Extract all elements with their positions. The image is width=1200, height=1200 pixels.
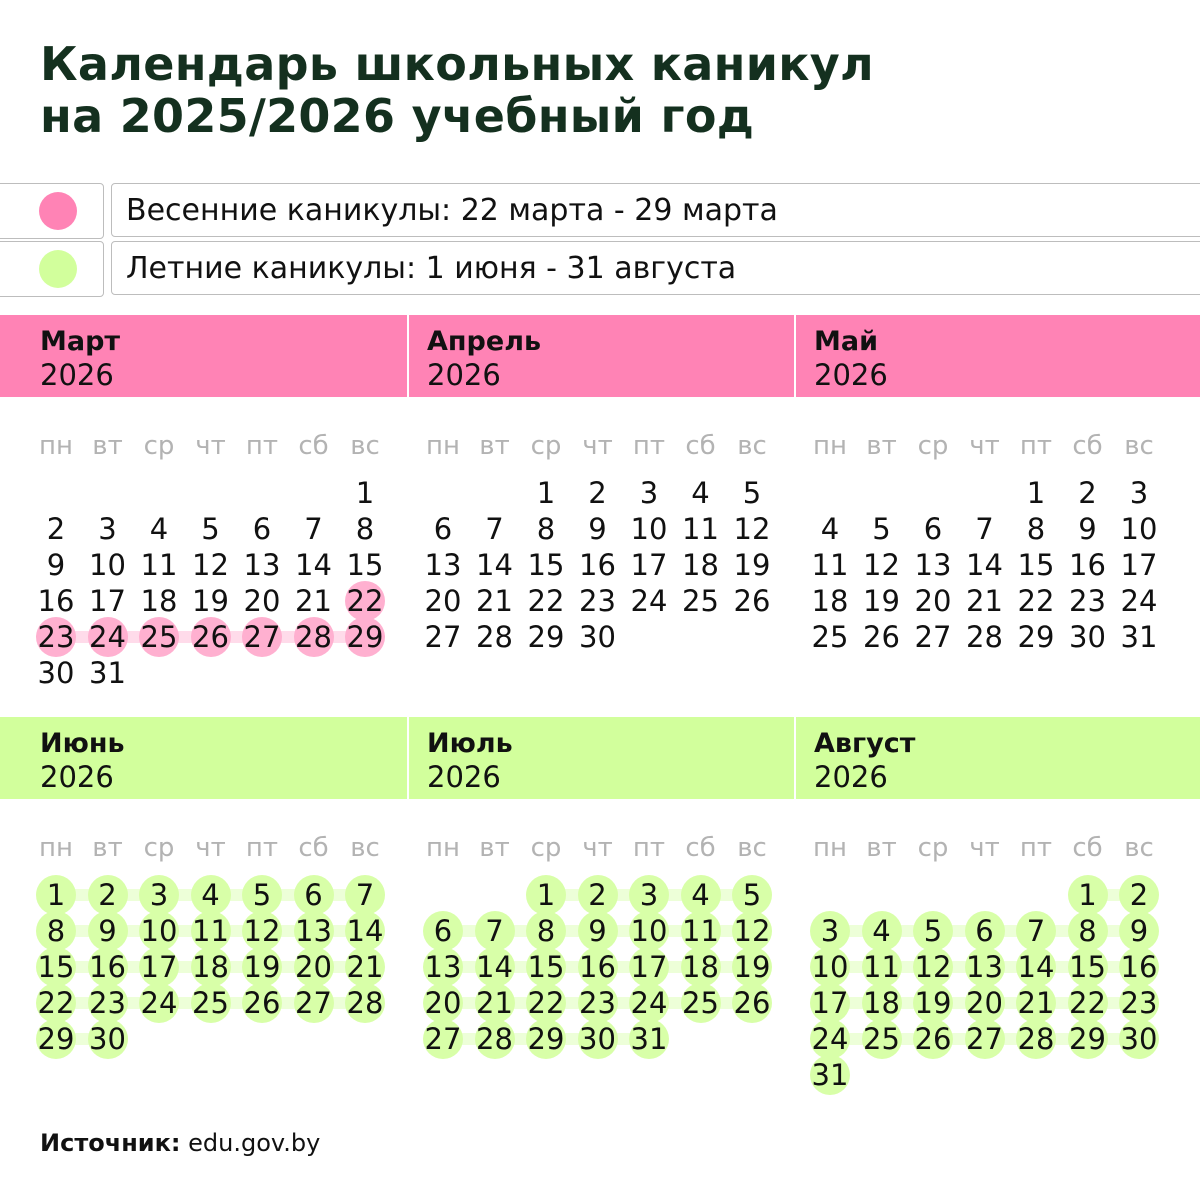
weekday-label: вт	[866, 431, 897, 461]
weekday-label: пт	[245, 833, 279, 863]
day-cell: 6	[433, 512, 453, 546]
day-cell: 3	[804, 913, 856, 949]
month-header	[774, 717, 1161, 799]
weekday-label: ср	[917, 431, 949, 461]
weekday-label: вс	[350, 833, 380, 863]
day-cell: 11	[682, 512, 719, 546]
month-name: Июнь	[40, 728, 125, 759]
weekday-label: сб	[1072, 431, 1103, 461]
day-cell: 3	[98, 512, 117, 546]
day-cell: 20	[417, 985, 469, 1021]
day-cell: 2	[588, 476, 607, 510]
day-cell: 28	[476, 620, 513, 654]
month-header	[0, 717, 387, 799]
day-cell: 8	[1026, 512, 1046, 546]
day-cell: 27	[236, 619, 288, 655]
month-header	[0, 315, 387, 397]
day-cell: 31	[804, 1057, 856, 1093]
day-cell: 4	[149, 512, 169, 546]
month-name: Май	[814, 326, 879, 357]
day-cell: 8	[536, 512, 556, 546]
weekday-label: пн	[39, 833, 73, 863]
day-cell: 19	[726, 949, 778, 985]
weekday-label: вт	[92, 833, 123, 863]
day-cell: 16	[37, 584, 75, 618]
day-cell: 19	[907, 985, 959, 1021]
day-cell: 15	[1017, 548, 1055, 582]
day-cell: 6	[417, 913, 469, 949]
day-cell: 18	[185, 949, 237, 985]
day-cell: 16	[1069, 548, 1106, 582]
day-cell: 9	[572, 913, 624, 949]
day-cell: 9	[1078, 512, 1097, 546]
day-cell: 29	[339, 619, 391, 655]
day-cell: 24	[623, 985, 675, 1021]
day-cell: 4	[856, 913, 908, 949]
day-cell: 3	[623, 877, 675, 913]
day-cell: 4	[185, 877, 237, 913]
day-cell: 2	[46, 512, 66, 546]
weekday-label: ср	[143, 833, 175, 863]
day-cell: 22	[1017, 584, 1055, 618]
day-cell: 10	[623, 913, 675, 949]
day-cell: 31	[89, 656, 126, 690]
day-cell: 22	[339, 583, 391, 619]
day-cell: 9	[1113, 913, 1165, 949]
weekday-label: вс	[737, 833, 767, 863]
day-cell: 30	[82, 1021, 134, 1057]
day-cell: 25	[133, 619, 185, 655]
day-cell: 3	[639, 476, 659, 510]
weekday-label: пн	[813, 431, 847, 461]
day-cell: 5	[236, 877, 288, 913]
day-cell: 4	[820, 512, 840, 546]
day-cell: 24	[82, 619, 134, 655]
weekday-label: чт	[969, 431, 1000, 461]
day-cell: 25	[675, 985, 727, 1021]
day-cell: 21	[1010, 985, 1062, 1021]
day-cell: 11	[675, 913, 727, 949]
day-cell: 26	[907, 1021, 959, 1057]
day-cell: 17	[133, 949, 185, 985]
day-cell: 21	[476, 584, 513, 618]
day-cell: 27	[914, 620, 952, 654]
day-cell: 23	[579, 584, 616, 618]
weekday-label: пт	[1019, 431, 1053, 461]
day-cell: 24	[630, 584, 668, 618]
day-cell: 15	[346, 548, 384, 582]
day-cell: 1	[1062, 877, 1114, 913]
day-cell: 6	[923, 512, 943, 546]
day-cell: 28	[288, 619, 340, 655]
legend-summer-dates: 1 июня - 31 августа	[416, 251, 737, 286]
day-cell: 27	[288, 985, 340, 1021]
day-cell: 21	[966, 584, 1003, 618]
month-3	[774, 315, 1161, 705]
day-cell: 11	[185, 913, 237, 949]
legend-summer-label: Летние каникулы:	[126, 251, 417, 286]
day-cell: 18	[682, 548, 719, 582]
day-cell: 22	[520, 985, 572, 1021]
day-cell: 17	[89, 584, 126, 618]
day-cell: 15	[527, 548, 565, 582]
day-cell: 30	[1069, 620, 1106, 654]
day-cell: 22	[527, 584, 565, 618]
spring-color-dot	[39, 192, 77, 230]
day-cell: 7	[339, 877, 391, 913]
weekday-label: чт	[195, 431, 226, 461]
weekday-label: вт	[479, 833, 510, 863]
day-cell: 12	[192, 548, 229, 582]
day-cell: 12	[863, 548, 900, 582]
day-cell: 12	[907, 949, 959, 985]
day-cell: 20	[424, 584, 462, 618]
day-cell: 17	[1120, 548, 1158, 582]
day-cell: 14	[476, 548, 513, 582]
day-cell: 12	[726, 913, 778, 949]
day-cell: 16	[572, 949, 624, 985]
day-cell: 13	[288, 913, 340, 949]
day-cell: 8	[1062, 913, 1114, 949]
month-6	[774, 717, 1161, 1107]
day-cell: 2	[82, 877, 134, 913]
day-cell: 30	[37, 656, 75, 690]
weekday-label: пн	[813, 833, 847, 863]
weekday-label: сб	[298, 431, 329, 461]
weekday-label: ср	[143, 431, 175, 461]
month-5	[387, 717, 774, 1107]
day-cell: 2	[572, 877, 624, 913]
day-cell: 20	[914, 584, 952, 618]
day-cell: 21	[295, 584, 332, 618]
day-cell: 24	[804, 1021, 856, 1057]
day-cell: 1	[536, 476, 556, 510]
day-cell: 29	[520, 1021, 572, 1057]
weekday-label: вс	[737, 431, 767, 461]
day-cell: 23	[1113, 985, 1165, 1021]
weekday-label: пн	[426, 833, 460, 863]
day-cell: 1	[1026, 476, 1046, 510]
day-cell: 31	[623, 1021, 675, 1057]
day-cell: 14	[339, 913, 391, 949]
weekday-label: вс	[1124, 833, 1154, 863]
day-cell: 6	[252, 512, 272, 546]
day-cell: 5	[742, 476, 762, 510]
month-name: Апрель	[427, 326, 542, 357]
day-cell: 9	[588, 512, 607, 546]
day-cell: 26	[726, 985, 778, 1021]
month-year: 2026	[40, 760, 114, 794]
legend-spring-dates: 22 марта - 29 марта	[451, 193, 778, 228]
day-cell: 25	[185, 985, 237, 1021]
weekday-label: вт	[479, 431, 510, 461]
day-cell: 25	[811, 620, 849, 654]
day-cell: 18	[675, 949, 727, 985]
day-cell: 26	[733, 584, 771, 618]
day-cell: 7	[1010, 913, 1062, 949]
day-cell: 31	[1120, 620, 1158, 654]
day-cell: 23	[1069, 584, 1106, 618]
weekday-label: ср	[917, 833, 949, 863]
day-cell: 8	[30, 913, 82, 949]
weekday-label: пн	[39, 431, 73, 461]
day-cell: 16	[579, 548, 616, 582]
day-cell: 19	[863, 584, 900, 618]
month-year: 2026	[40, 358, 114, 392]
day-cell: 19	[236, 949, 288, 985]
day-cell: 27	[959, 1021, 1011, 1057]
day-cell: 24	[1120, 584, 1158, 618]
day-cell: 15	[1062, 949, 1114, 985]
day-cell: 28	[966, 620, 1003, 654]
month-year: 2026	[814, 760, 888, 794]
weekday-label: вт	[92, 431, 123, 461]
day-cell: 22	[1062, 985, 1114, 1021]
day-cell: 7	[485, 512, 504, 546]
day-cell: 5	[726, 877, 778, 913]
weekday-label: чт	[582, 833, 613, 863]
day-cell: 20	[959, 985, 1011, 1021]
day-cell: 13	[959, 949, 1011, 985]
day-cell: 29	[527, 620, 565, 654]
day-cell: 17	[804, 985, 856, 1021]
day-cell: 18	[140, 584, 178, 618]
day-cell: 12	[733, 512, 771, 546]
day-cell: 27	[424, 620, 462, 654]
day-cell: 30	[579, 620, 616, 654]
legend-spring	[0, 183, 1200, 239]
day-cell: 29	[1017, 620, 1055, 654]
day-cell: 26	[863, 620, 900, 654]
day-cell: 28	[1010, 1021, 1062, 1057]
day-cell: 4	[675, 877, 727, 913]
source-label: Источник:	[40, 1129, 181, 1157]
day-cell: 16	[82, 949, 134, 985]
day-cell: 9	[46, 548, 66, 582]
month-name: Март	[40, 326, 121, 357]
day-cell: 18	[811, 584, 849, 618]
day-cell: 3	[133, 877, 185, 913]
day-cell: 29	[1062, 1021, 1114, 1057]
weekday-label: вс	[350, 431, 380, 461]
weekday-label: чт	[582, 431, 613, 461]
source-note	[40, 1127, 320, 1159]
day-cell: 14	[1010, 949, 1062, 985]
day-cell: 12	[236, 913, 288, 949]
weekday-label: сб	[1072, 833, 1103, 863]
day-cell: 7	[304, 512, 323, 546]
month-year: 2026	[427, 760, 501, 794]
day-cell: 2	[1113, 877, 1165, 913]
day-cell: 28	[469, 1021, 521, 1057]
month-2	[387, 315, 774, 705]
month-header	[774, 315, 1161, 397]
day-cell: 10	[804, 949, 856, 985]
day-cell: 21	[339, 949, 391, 985]
day-cell: 10	[630, 512, 668, 546]
day-cell: 18	[856, 985, 908, 1021]
day-cell: 4	[691, 476, 710, 510]
day-cell: 13	[914, 548, 952, 582]
weekday-label: чт	[195, 833, 226, 863]
month-name: Август	[814, 728, 916, 759]
day-cell: 20	[243, 584, 281, 618]
legend-spring-label: Весенние каникулы:	[126, 193, 452, 228]
day-cell: 13	[417, 949, 469, 985]
day-cell: 11	[140, 548, 178, 582]
day-cell: 19	[733, 548, 771, 582]
day-cell: 13	[243, 548, 281, 582]
day-cell: 15	[520, 949, 572, 985]
weekday-label: вс	[1124, 431, 1154, 461]
day-cell: 15	[30, 949, 82, 985]
weekday-label: пт	[245, 431, 279, 461]
weekday-label: ср	[530, 431, 562, 461]
day-cell: 28	[339, 985, 391, 1021]
day-cell: 27	[417, 1021, 469, 1057]
day-cell: 11	[856, 949, 908, 985]
day-cell: 6	[288, 877, 340, 913]
weekday-label: сб	[298, 833, 329, 863]
day-cell: 24	[133, 985, 185, 1021]
month-year: 2026	[427, 358, 501, 392]
day-cell: 7	[975, 512, 994, 546]
day-cell: 20	[288, 949, 340, 985]
day-cell: 19	[192, 584, 229, 618]
day-cell: 17	[630, 548, 668, 582]
month-header	[387, 315, 774, 397]
day-cell: 10	[133, 913, 185, 949]
day-cell: 5	[201, 512, 220, 546]
day-cell: 10	[89, 548, 126, 582]
day-cell: 23	[572, 985, 624, 1021]
day-cell: 17	[623, 949, 675, 985]
day-cell: 14	[469, 949, 521, 985]
day-cell: 7	[469, 913, 521, 949]
day-cell: 14	[295, 548, 332, 582]
summer-color-dot	[39, 250, 77, 288]
day-cell: 1	[520, 877, 572, 913]
weekday-label: пт	[632, 431, 666, 461]
title-line-1: Календарь школьных каникул	[40, 37, 875, 91]
weekday-label: сб	[685, 833, 716, 863]
day-cell: 30	[572, 1021, 624, 1057]
weekday-label: чт	[969, 833, 1000, 863]
weekday-label: пт	[1019, 833, 1053, 863]
day-cell: 2	[1078, 476, 1097, 510]
page-title	[40, 38, 874, 142]
legend-summer	[0, 241, 1200, 297]
month-1	[0, 315, 387, 705]
month-name: Июль	[427, 728, 513, 759]
weekday-label: сб	[685, 431, 716, 461]
day-cell: 23	[30, 619, 82, 655]
day-cell: 6	[959, 913, 1011, 949]
day-cell: 10	[1120, 512, 1158, 546]
source-value: edu.gov.by	[180, 1129, 321, 1157]
day-cell: 29	[30, 1021, 82, 1057]
weekday-label: пт	[632, 833, 666, 863]
day-cell: 8	[355, 512, 375, 546]
title-line-2: на 2025/2026 учебный год	[40, 89, 755, 143]
day-cell: 25	[682, 584, 719, 618]
day-cell: 13	[424, 548, 462, 582]
day-cell: 3	[1129, 476, 1149, 510]
day-cell: 30	[1113, 1021, 1165, 1057]
day-cell: 23	[82, 985, 134, 1021]
day-cell: 5	[872, 512, 891, 546]
weekday-label: пн	[426, 431, 460, 461]
day-cell: 1	[355, 476, 375, 510]
day-cell: 21	[469, 985, 521, 1021]
day-cell: 9	[82, 913, 134, 949]
day-cell: 16	[1113, 949, 1165, 985]
month-header	[387, 717, 774, 799]
day-cell: 26	[185, 619, 237, 655]
month-4	[0, 717, 387, 1107]
day-cell: 14	[966, 548, 1003, 582]
month-year: 2026	[814, 358, 888, 392]
day-cell: 25	[856, 1021, 908, 1057]
day-cell: 22	[30, 985, 82, 1021]
day-cell: 1	[30, 877, 82, 913]
day-cell: 11	[811, 548, 849, 582]
weekday-label: ср	[530, 833, 562, 863]
day-cell: 26	[236, 985, 288, 1021]
day-cell: 8	[520, 913, 572, 949]
weekday-label: вт	[866, 833, 897, 863]
day-cell: 5	[907, 913, 959, 949]
